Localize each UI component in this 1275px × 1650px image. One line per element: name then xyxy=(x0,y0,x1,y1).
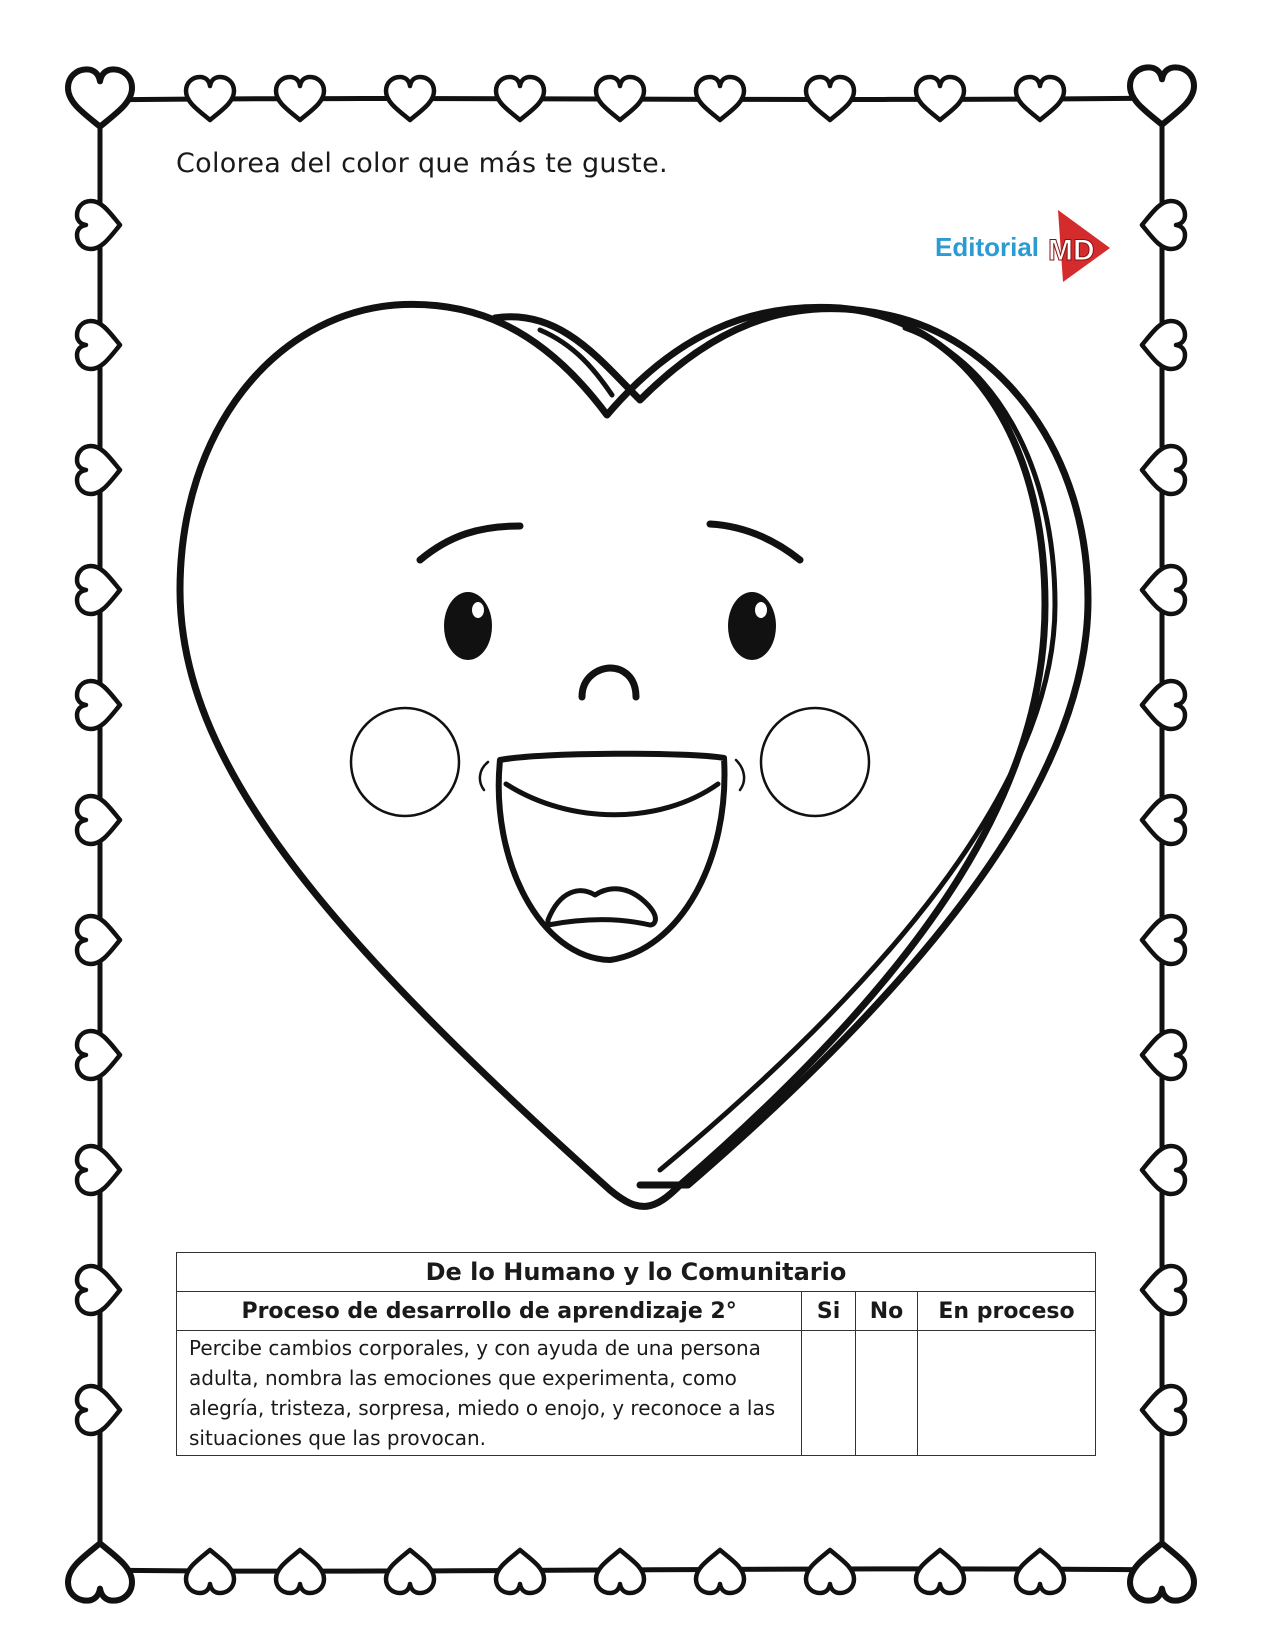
right-eye xyxy=(728,592,776,660)
border-heart-icon xyxy=(916,1550,964,1593)
border-heart-icon xyxy=(1142,446,1185,494)
mouth-corner-right xyxy=(736,760,744,790)
border-heart-icon xyxy=(186,1550,234,1593)
instruction-text: Colorea del color que más te guste. xyxy=(176,148,668,179)
border-heart-icon xyxy=(806,77,854,120)
right-cheek xyxy=(761,708,869,816)
evaluation-title: De lo Humano y lo Comunitario xyxy=(177,1253,1096,1292)
border-heart-icon xyxy=(1142,1266,1185,1314)
border-heart-icon xyxy=(1142,566,1185,614)
border-heart-icon xyxy=(1142,1031,1185,1079)
border-heart-icon xyxy=(1142,201,1185,249)
learning-description: Percibe cambios corporales, y con ayuda de una persona adulta, nombra las emociones que experimenta, como alegría, tristeza, sorpresa, miedo o enojo, y reconoce a las situaciones que las provocan. xyxy=(177,1331,802,1456)
header-no: No xyxy=(856,1292,918,1331)
border-heart-icon xyxy=(1142,681,1185,729)
left-cheek xyxy=(351,708,459,816)
border-heart-icon xyxy=(77,796,120,844)
mouth-corner-left xyxy=(480,762,488,790)
border-heart-icon xyxy=(1016,1550,1064,1593)
header-in-progress: En proceso xyxy=(918,1292,1096,1331)
mouth-teeth-line xyxy=(506,784,718,815)
border-heart-icon xyxy=(496,77,544,120)
border-heart-icon xyxy=(77,1031,120,1079)
left-eye xyxy=(444,592,492,660)
border-heart-icon xyxy=(1142,1146,1185,1194)
border-heart-icon xyxy=(1142,1386,1185,1434)
border-heart-icon xyxy=(596,1550,644,1593)
left-eye-shine xyxy=(472,602,484,618)
right-eye-shine xyxy=(755,602,767,618)
logo-mark-text: MD xyxy=(1048,234,1095,267)
border-heart-icon xyxy=(77,1386,120,1434)
border-heart-icon xyxy=(1016,77,1064,120)
nose xyxy=(582,668,636,697)
border-heart-icon xyxy=(68,69,132,126)
border-heart-icon xyxy=(68,1543,132,1600)
border-heart-icon xyxy=(77,446,120,494)
border-heart-icon xyxy=(596,77,644,120)
border-heart-icon xyxy=(386,1550,434,1593)
check-cell-yes[interactable] xyxy=(802,1331,856,1456)
border-heart-icon xyxy=(1130,67,1194,124)
heart-character xyxy=(180,304,1088,1206)
border-heart-icon xyxy=(77,1146,120,1194)
border-heart-icon xyxy=(186,77,234,120)
right-eyebrow xyxy=(710,524,800,560)
editorial-logo xyxy=(935,205,1115,285)
border-heart-icon xyxy=(496,1550,544,1593)
header-yes: Si xyxy=(802,1292,856,1331)
border-heart-icon xyxy=(1130,1543,1194,1600)
border-heart-icon xyxy=(386,77,434,120)
border-heart-icon xyxy=(77,321,120,369)
check-cell-no[interactable] xyxy=(856,1331,918,1456)
check-cell-in-progress[interactable] xyxy=(918,1331,1096,1456)
logo-text: Editorial xyxy=(935,232,1040,262)
tongue xyxy=(548,889,655,925)
mouth-outline xyxy=(499,754,725,960)
border-heart-icon xyxy=(696,1550,744,1593)
border-heart-icon xyxy=(1142,796,1185,844)
border-heart-icon xyxy=(77,566,120,614)
border-heart-icon xyxy=(77,681,120,729)
evaluation-table xyxy=(176,1252,1096,1456)
left-eyebrow xyxy=(420,526,520,560)
border-heart-icon xyxy=(77,1266,120,1314)
border-heart-icon xyxy=(696,77,744,120)
border-heart-icon xyxy=(276,77,324,120)
border-heart-icon xyxy=(1142,916,1185,964)
heart-side-inner-right xyxy=(660,328,1055,1170)
border-heart-icon xyxy=(806,1550,854,1593)
border-heart-icon xyxy=(916,77,964,120)
border-heart-icon xyxy=(1142,321,1185,369)
header-process: Proceso de desarrollo de aprendizaje 2° xyxy=(177,1292,802,1331)
border-heart-icon xyxy=(77,201,120,249)
border-heart-icon xyxy=(77,916,120,964)
border-heart-icon xyxy=(276,1550,324,1593)
